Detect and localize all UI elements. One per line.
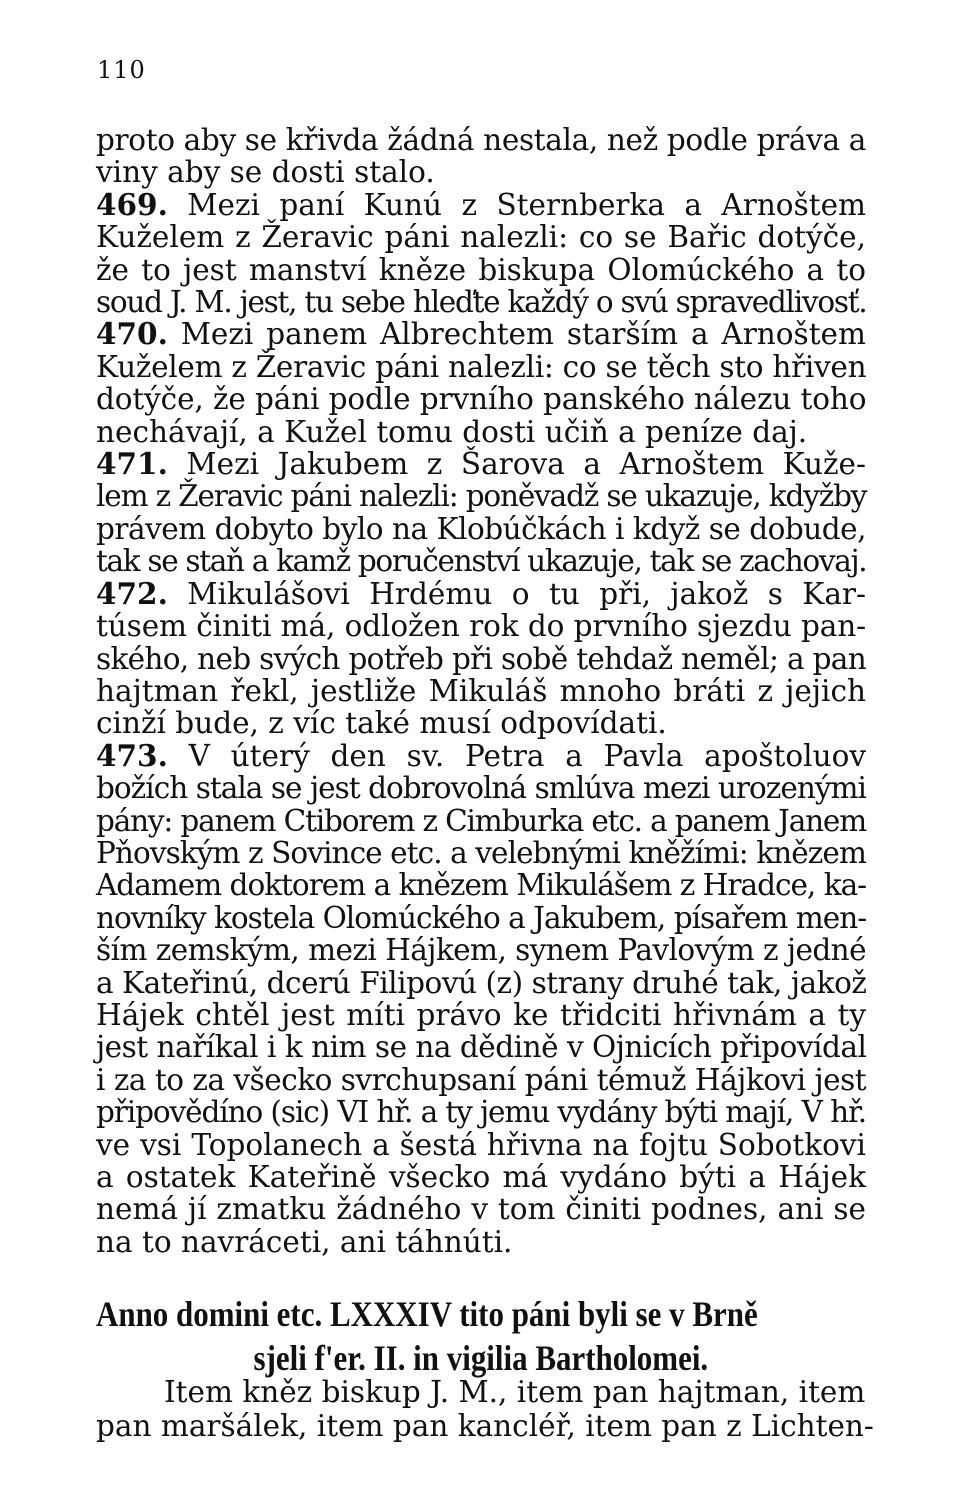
text-line	[96, 254, 866, 286]
line-text: nechávají, a Kužel tomu dosti učiň a peníze daj.	[96, 414, 808, 449]
line-text: Hájek chtěl jest míti právo ke třidciti hřivnám a ty	[96, 997, 866, 1032]
section-heading	[96, 1292, 758, 1380]
text-line	[96, 186, 866, 222]
heading-line-2: sjeli f'er. II. in vigilia Bartholomei.	[253, 1338, 709, 1378]
line-text: a ostatek Kateřině všecko má vydáno býti a Hájek	[96, 1160, 866, 1194]
line-text: cinží bude, z víc také musí odpovídati.	[96, 706, 667, 741]
line-text: túsem činiti má, odložen rok do prvního sjezdu pan-	[96, 609, 866, 644]
line-text: ve vsi Topolanech a šestá hřivna na fojtu Sobotkovi	[96, 1127, 866, 1162]
line-text: jest naříkal i k nim se na dědině v Ojnicích připovídal	[96, 1030, 867, 1065]
text-line	[96, 286, 866, 318]
line-text: ším zemským, mezi Hájkem, synem Pavlovým z jedné	[96, 933, 866, 968]
text-line	[96, 1161, 866, 1193]
text-line	[96, 575, 866, 611]
text-line	[96, 643, 866, 675]
line-text: proto aby se křivda žádná nestala, než podle práva a	[96, 123, 866, 157]
text-line	[96, 156, 866, 188]
line-text: i za to za všecko svrchupsaní páni témuž Hájkovi jest	[96, 1062, 867, 1097]
text-line	[96, 1193, 866, 1225]
closing-paragraph	[96, 1375, 874, 1443]
line-text: Kuželem z Žeravic páni nalezli: co se Bařic dotýče,	[96, 220, 866, 255]
text-line	[96, 999, 866, 1031]
line-text: na to navráceti, ani táhnúti.	[96, 1224, 513, 1259]
line-text: Mezi panem Albrechtem starším a Arnoštem	[167, 317, 866, 352]
line-text: že to jest manství kněze biskupa Olomúckého a to	[96, 252, 866, 287]
line-text: Mikulášovi Hrdému o tu při, jakož s Kar-	[167, 576, 866, 611]
text-line	[96, 1096, 866, 1128]
text-line	[96, 1129, 866, 1161]
text-line	[96, 545, 866, 577]
line-text: tak se staň a kamž poručenství ukazuje, tak se zachovaj.	[96, 544, 867, 579]
text-line	[96, 902, 866, 934]
text-line	[96, 124, 866, 156]
paragraph-number: 472.	[96, 575, 168, 611]
text-line	[96, 513, 866, 545]
text-line	[96, 772, 866, 804]
line-text: viny aby se dosti stalo.	[96, 155, 435, 190]
line-text: soud J. M. jest, tu sebe hleďte každý o svú spravedlivosť.	[96, 285, 867, 320]
heading-line-1: Anno domini etc. LXXXIV tito páni byli se v Brně	[96, 1294, 758, 1334]
text-line	[96, 737, 866, 773]
text-line	[96, 805, 866, 837]
text-line	[96, 707, 866, 739]
line-text: a Kateřinú, dcerú Filipovú (z) strany druhé tak, jakož	[96, 965, 867, 1000]
paragraph-number: 471.	[96, 446, 168, 482]
line-text: V úterý den sv. Petra a Pavla apoštoluov	[167, 738, 866, 773]
text-line	[96, 675, 866, 707]
closing-line-1: Item kněz biskup J. M., item pan hajtman, item	[164, 1375, 866, 1409]
line-text: nemá jí zmatku žádného v tom činiti podnes, ani se	[96, 1192, 866, 1227]
text-line	[96, 318, 866, 350]
line-text: připovědíno (sic) VI hř. a ty jemu vydány býti mají, V hř.	[96, 1095, 866, 1130]
line-text: božích stala se jest dobrovolná smlúva mezi urozenými	[96, 771, 866, 806]
line-text: hajtman řekl, jestliže Mikuláš mnoho bráti z jejich	[96, 673, 866, 708]
line-text: novníky kostela Olomúckého a Jakubem, písařem men-	[96, 900, 867, 935]
text-line	[96, 383, 866, 415]
text-line	[96, 837, 866, 869]
line-text: Mezi paní Kunú z Sternberka a Arnoštem	[167, 187, 866, 222]
text-line	[96, 1226, 866, 1258]
page-number: 110	[97, 56, 146, 84]
line-text: právem dobyto bylo na Klobúčkách i když se dobude,	[96, 511, 866, 546]
text-line	[96, 1031, 866, 1063]
text-line	[96, 934, 866, 966]
text-line	[96, 480, 866, 512]
line-text: Kuželem z Žeravic páni nalezli: co se těch sto hřiven	[96, 349, 867, 384]
line-text: Mezi Jakubem z Šarova a Arnoštem Kuže-	[167, 447, 866, 482]
line-text: dotýče, že páni podle prvního panského nálezu toho	[96, 382, 867, 417]
line-text: ského, neb svých potřeb při sobě tehdaž neměl; a pan	[96, 641, 866, 676]
text-line	[96, 1064, 866, 1096]
text-line	[96, 416, 866, 448]
closing-line-2: pan maršálek, item pan kancléř, item pan z Lichten-	[96, 1409, 874, 1443]
text-line	[96, 869, 866, 901]
text-line	[96, 967, 866, 999]
text-line	[96, 351, 866, 383]
text-line	[96, 221, 866, 253]
body-text	[96, 124, 866, 1258]
paragraph-number: 470.	[96, 316, 168, 352]
paragraph-number: 473.	[96, 737, 168, 773]
text-line	[96, 610, 866, 642]
line-text: Pňovským z Sovince etc. a velebnými kněžími: knězem	[96, 835, 866, 870]
line-text: pány: panem Ctiborem z Cimburka etc. a panem Janem	[96, 803, 866, 838]
line-text: lem z Žeravic páni nalezli: poněvadž se ukazuje, kdyžby	[96, 479, 867, 514]
text-line	[96, 448, 866, 480]
line-text: Adamem doktorem a knězem Mikulášem z Hradce, ka-	[96, 868, 867, 903]
paragraph-number: 469.	[96, 186, 168, 222]
